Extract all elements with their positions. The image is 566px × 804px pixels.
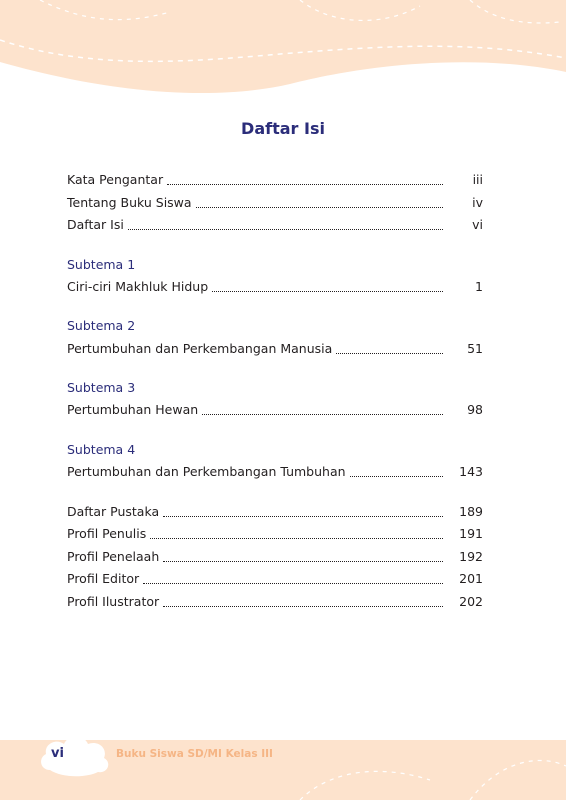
toc-label: Daftar Isi bbox=[67, 217, 124, 232]
leader-dots bbox=[336, 353, 443, 354]
toc-page: 191 bbox=[459, 526, 483, 541]
toc-row-daftar-isi[interactable] bbox=[67, 217, 483, 233]
toc-label: Daftar Pustaka bbox=[67, 504, 160, 519]
subtema-heading: Subtema 2 bbox=[67, 318, 136, 333]
toc-label: Profil Penulis bbox=[67, 526, 147, 541]
subtema-heading: Subtema 3 bbox=[67, 380, 136, 395]
toc-page: 51 bbox=[467, 341, 483, 356]
toc-label: Profil Editor bbox=[67, 571, 140, 586]
toc-page: 201 bbox=[459, 571, 483, 586]
page-title: Daftar Isi bbox=[241, 119, 325, 138]
leader-dots bbox=[163, 606, 443, 607]
leader-dots bbox=[150, 538, 443, 539]
toc-page: 1 bbox=[475, 279, 483, 294]
toc-row-subtema-2[interactable] bbox=[67, 341, 483, 357]
toc-page: 192 bbox=[459, 549, 483, 564]
toc-page: 143 bbox=[459, 464, 483, 479]
leader-dots bbox=[202, 414, 443, 415]
subtema-heading: Subtema 4 bbox=[67, 442, 136, 457]
toc-label: Profil Penelaah bbox=[67, 549, 160, 564]
toc-page: iv bbox=[472, 195, 483, 210]
subtema-heading: Subtema 1 bbox=[67, 257, 136, 272]
header-decoration bbox=[0, 0, 566, 100]
toc-page: vi bbox=[472, 217, 483, 232]
leader-dots bbox=[163, 516, 443, 517]
toc-label: Pertumbuhan dan Perkembangan Manusia bbox=[67, 341, 333, 356]
toc-label: Profil Ilustrator bbox=[67, 594, 160, 609]
leader-dots bbox=[163, 561, 443, 562]
toc-row-subtema-1[interactable] bbox=[67, 279, 483, 295]
footer-book-title: Buku Siswa SD/MI Kelas III bbox=[116, 748, 273, 760]
toc-page: 189 bbox=[459, 504, 483, 519]
toc-row-profil-penulis[interactable] bbox=[67, 526, 483, 542]
toc-row-profil-editor[interactable] bbox=[67, 571, 483, 587]
toc-label: Tentang Buku Siswa bbox=[67, 195, 192, 210]
toc-row-kata-pengantar[interactable] bbox=[67, 172, 483, 188]
toc-row-subtema-4[interactable] bbox=[67, 464, 483, 480]
leader-dots bbox=[143, 583, 443, 584]
leader-dots bbox=[196, 207, 443, 208]
leader-dots bbox=[350, 476, 443, 477]
footer-page-number: vi bbox=[51, 746, 64, 761]
toc-row-profil-ilustrator[interactable] bbox=[67, 594, 483, 610]
toc-row-tentang-buku-siswa[interactable] bbox=[67, 195, 483, 211]
toc-label: Pertumbuhan dan Perkembangan Tumbuhan bbox=[67, 464, 346, 479]
toc-page: iii bbox=[472, 172, 483, 187]
toc-label: Pertumbuhan Hewan bbox=[67, 402, 199, 417]
toc-row-profil-penelaah[interactable] bbox=[67, 549, 483, 565]
toc-label: Ciri-ciri Makhluk Hidup bbox=[67, 279, 209, 294]
toc-page: 98 bbox=[467, 402, 483, 417]
toc-row-subtema-3[interactable] bbox=[67, 402, 483, 418]
leader-dots bbox=[167, 184, 443, 185]
toc-row-daftar-pustaka[interactable] bbox=[67, 504, 483, 520]
toc-page: 202 bbox=[459, 594, 483, 609]
leader-dots bbox=[128, 229, 443, 230]
leader-dots bbox=[212, 291, 443, 292]
toc-label: Kata Pengantar bbox=[67, 172, 164, 187]
